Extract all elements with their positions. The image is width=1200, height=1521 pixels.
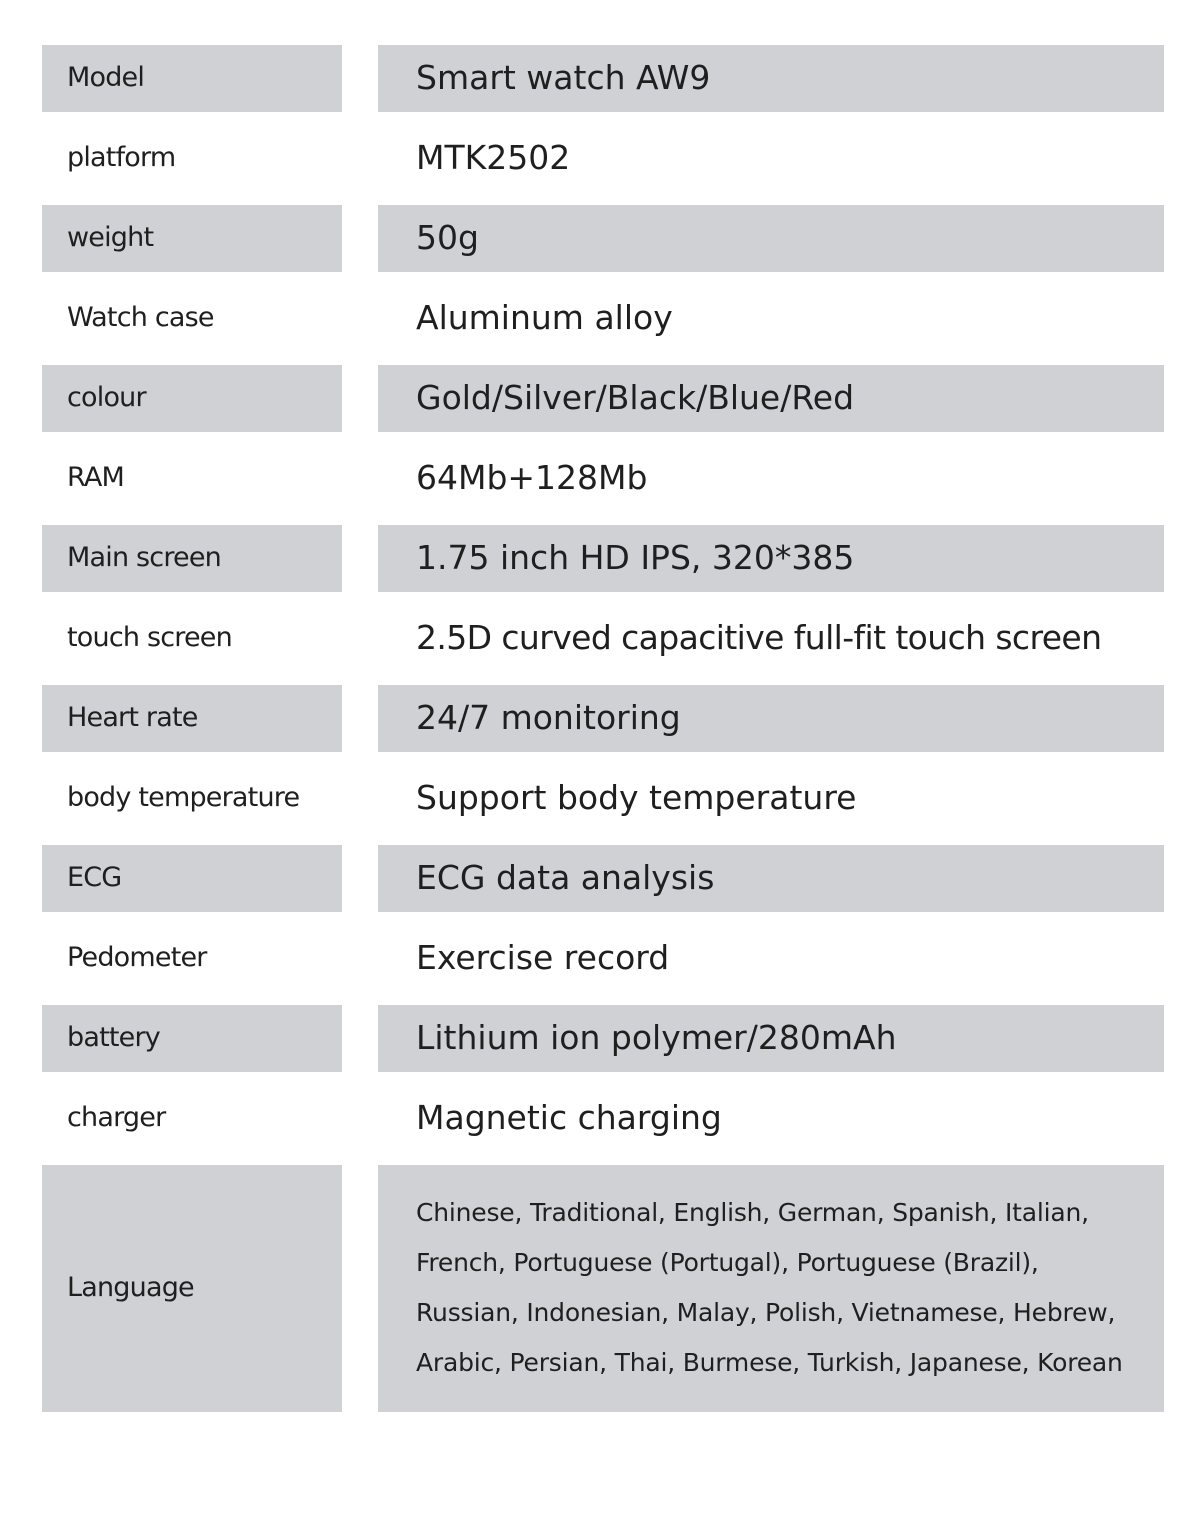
spec-row-pedometer [42, 925, 1164, 992]
spec-label: platform [67, 142, 176, 173]
spec-value: 64Mb+128Mb [416, 458, 648, 497]
spec-value: Magnetic charging [416, 1098, 722, 1137]
spec-label-cell [42, 605, 342, 672]
language-line: Chinese, Traditional, English, German, Spanish, Italian, [416, 1197, 1089, 1227]
spec-value-cell [378, 605, 1164, 672]
spec-label-cell [42, 1085, 342, 1152]
spec-label: body temperature [67, 782, 300, 813]
spec-label: Model [67, 62, 145, 93]
spec-label-cell [42, 765, 342, 832]
spec-label: Heart rate [67, 702, 198, 733]
language-list [416, 1189, 1123, 1389]
spec-label-cell [42, 125, 342, 192]
spec-row-colour [42, 365, 1164, 432]
spec-label-cell [42, 1165, 342, 1412]
spec-label: weight [67, 222, 154, 253]
spec-value: Aluminum alloy [416, 298, 673, 337]
language-line: Russian, Indonesian, Malay, Polish, Vietnamese, Hebrew, [416, 1297, 1116, 1327]
spec-label-cell [42, 925, 342, 992]
language-list-cell [378, 1165, 1164, 1412]
spec-table [42, 45, 1164, 1412]
spec-label-cell [42, 845, 342, 912]
spec-label: colour [67, 382, 146, 413]
spec-row-platform [42, 125, 1164, 192]
spec-value: 1.75 inch HD IPS, 320*385 [416, 538, 855, 577]
language-line: Arabic, Persian, Thai, Burmese, Turkish, Japanese, Korean [416, 1347, 1123, 1377]
spec-value-cell [378, 285, 1164, 352]
spec-row-touch-screen [42, 605, 1164, 672]
spec-value: Gold/Silver/Black/Blue/Red [416, 378, 855, 417]
spec-value-cell [378, 685, 1164, 752]
spec-value: Lithium ion polymer/280mAh [416, 1018, 897, 1057]
spec-label-cell [42, 285, 342, 352]
spec-label-cell [42, 365, 342, 432]
spec-label: battery [67, 1022, 160, 1053]
spec-value: Smart watch AW9 [416, 58, 711, 97]
spec-value-cell [378, 845, 1164, 912]
spec-row-charger [42, 1085, 1164, 1152]
spec-label-cell [42, 205, 342, 272]
spec-label-cell [42, 525, 342, 592]
spec-value-cell [378, 925, 1164, 992]
spec-row-language [42, 1165, 1164, 1412]
spec-label: ECG [67, 862, 122, 893]
spec-row-weight [42, 205, 1164, 272]
spec-label: touch screen [67, 622, 232, 653]
spec-value: 24/7 monitoring [416, 698, 681, 737]
spec-value: MTK2502 [416, 138, 571, 177]
spec-row-model [42, 45, 1164, 112]
spec-value: 2.5D curved capacitive full-fit touch screen [416, 618, 1102, 657]
spec-label-cell [42, 685, 342, 752]
spec-value-cell [378, 205, 1164, 272]
spec-label-cell [42, 45, 342, 112]
spec-label-cell [42, 1005, 342, 1072]
spec-label-cell [42, 445, 342, 512]
spec-label: Pedometer [67, 942, 207, 973]
spec-value-cell [378, 445, 1164, 512]
spec-value-cell [378, 125, 1164, 192]
spec-row-ram [42, 445, 1164, 512]
spec-label: Language [67, 1272, 194, 1303]
spec-row-ecg [42, 845, 1164, 912]
spec-value-cell [378, 1085, 1164, 1152]
spec-value: ECG data analysis [416, 858, 715, 897]
spec-value: Exercise record [416, 938, 670, 977]
spec-row-main-screen [42, 525, 1164, 592]
spec-value-cell [378, 525, 1164, 592]
spec-value-cell [378, 365, 1164, 432]
spec-label: RAM [67, 462, 125, 493]
spec-row-battery [42, 1005, 1164, 1072]
spec-label: charger [67, 1102, 166, 1133]
spec-label: Watch case [67, 302, 214, 333]
spec-row-heart-rate [42, 685, 1164, 752]
spec-value: 50g [416, 218, 479, 257]
spec-value: Support body temperature [416, 778, 857, 817]
spec-label: Main screen [67, 542, 221, 573]
language-line: French, Portuguese (Portugal), Portuguese (Brazil), [416, 1247, 1039, 1277]
spec-row-body-temperature [42, 765, 1164, 832]
spec-row-watch-case [42, 285, 1164, 352]
spec-value-cell [378, 1005, 1164, 1072]
spec-value-cell [378, 45, 1164, 112]
spec-value-cell [378, 765, 1164, 832]
